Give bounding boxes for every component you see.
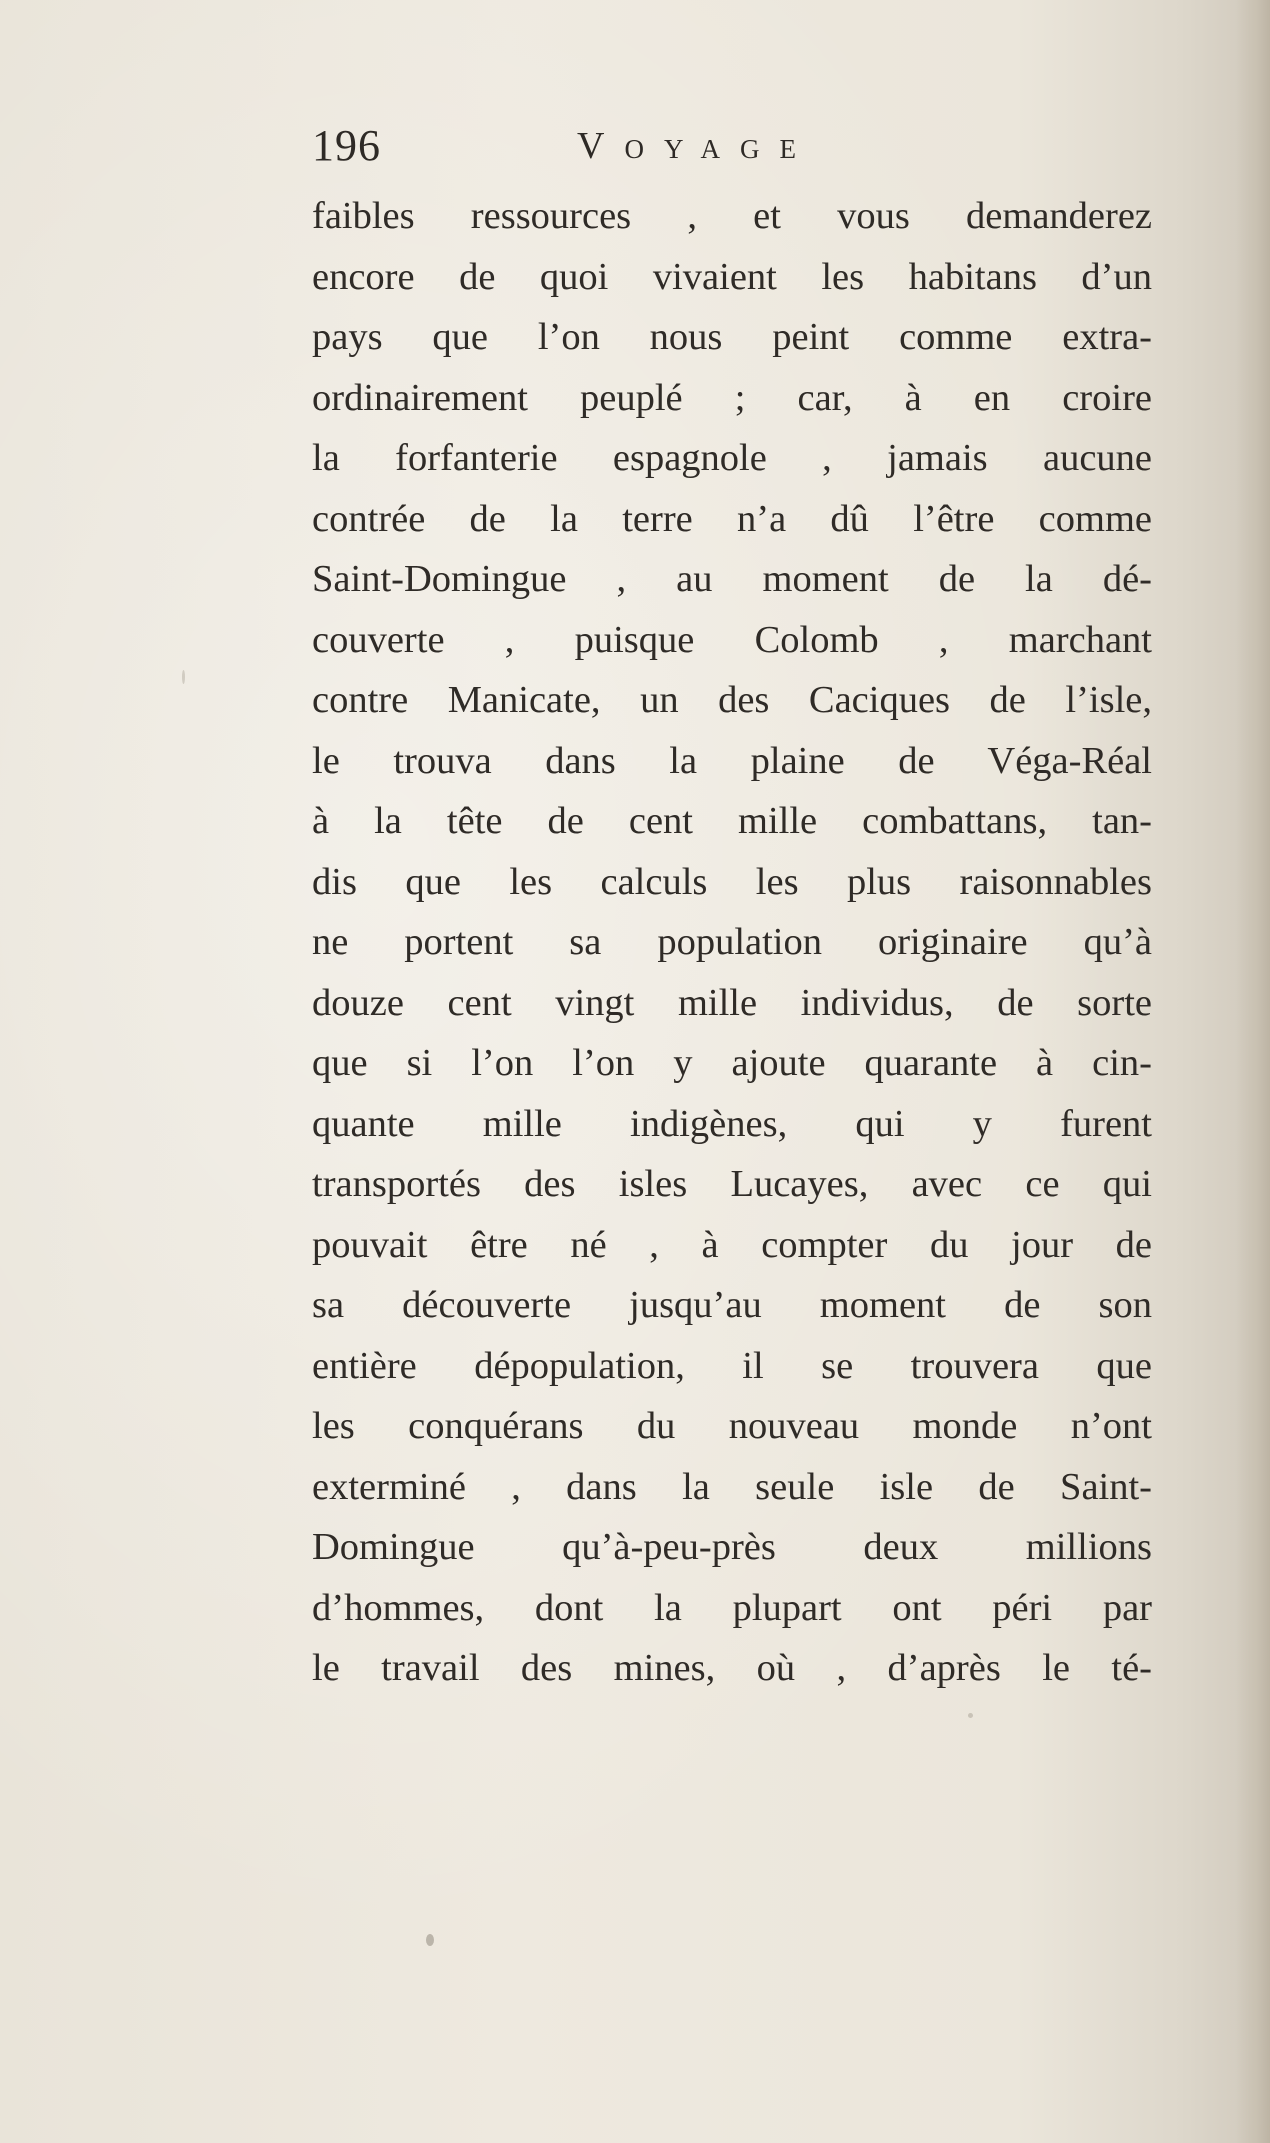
text-line: d’hommes, dont la plupart ont péri par bbox=[312, 1586, 1152, 1629]
body-text bbox=[312, 186, 1152, 1699]
text-line: contre Manicate, un des Caciques de l’isle, bbox=[312, 679, 1152, 721]
text-line: contrée de la terre n’a dû l’être comme bbox=[312, 497, 1152, 540]
running-head: Voyage bbox=[577, 125, 816, 167]
text-line: douze cent vingt mille individus, de sorte bbox=[312, 981, 1152, 1024]
text-line: Saint-Domingue , au moment de la dé- bbox=[312, 558, 1152, 600]
text-line: quante mille indigènes, qui y furent bbox=[312, 1102, 1152, 1145]
text-line: ordinairement peuplé ; car, à en croire bbox=[312, 376, 1152, 419]
text-line: dis que les calculs les plus raisonnables bbox=[312, 860, 1152, 903]
text-line: faibles ressources , et vous demanderez bbox=[312, 195, 1152, 237]
text-line: le trouva dans la plaine de Véga-Réal bbox=[312, 739, 1152, 782]
text-line: couverte , puisque Colomb , marchant bbox=[312, 618, 1152, 661]
text-line: transportés des isles Lucayes, avec ce qui bbox=[312, 1163, 1152, 1205]
paper-speck bbox=[182, 670, 185, 684]
text-line: la forfanterie espagnole , jamais aucune bbox=[312, 437, 1152, 479]
text-line: à la tête de cent mille combattans, tan- bbox=[312, 800, 1152, 842]
text-line: exterminé , dans la seule isle de Saint- bbox=[312, 1465, 1152, 1508]
text-line: entière dépopulation, il se trouvera que bbox=[312, 1344, 1152, 1387]
paper-speck bbox=[968, 1713, 973, 1718]
text-line: le travail des mines, où , d’après le té- bbox=[312, 1647, 1152, 1689]
page-edge-shadow bbox=[1236, 0, 1270, 2143]
text-line: que si l’on l’on y ajoute quarante à cin- bbox=[312, 1042, 1152, 1084]
text-line: les conquérans du nouveau monde n’ont bbox=[312, 1405, 1152, 1447]
text-line: Domingue qu’à-peu-près deux millions bbox=[312, 1526, 1152, 1568]
text-line: encore de quoi vivaient les habitans d’un bbox=[312, 255, 1152, 298]
paper-speck bbox=[426, 1934, 434, 1946]
text-line: pouvait être né , à compter du jour de bbox=[312, 1223, 1152, 1266]
text-line: ne portent sa population originaire qu’à bbox=[312, 921, 1152, 963]
page-header bbox=[312, 118, 1172, 174]
text-line: pays que l’on nous peint comme extra- bbox=[312, 316, 1152, 358]
text-line: sa découverte jusqu’au moment de son bbox=[312, 1284, 1152, 1326]
page-number: 196 bbox=[312, 121, 381, 170]
